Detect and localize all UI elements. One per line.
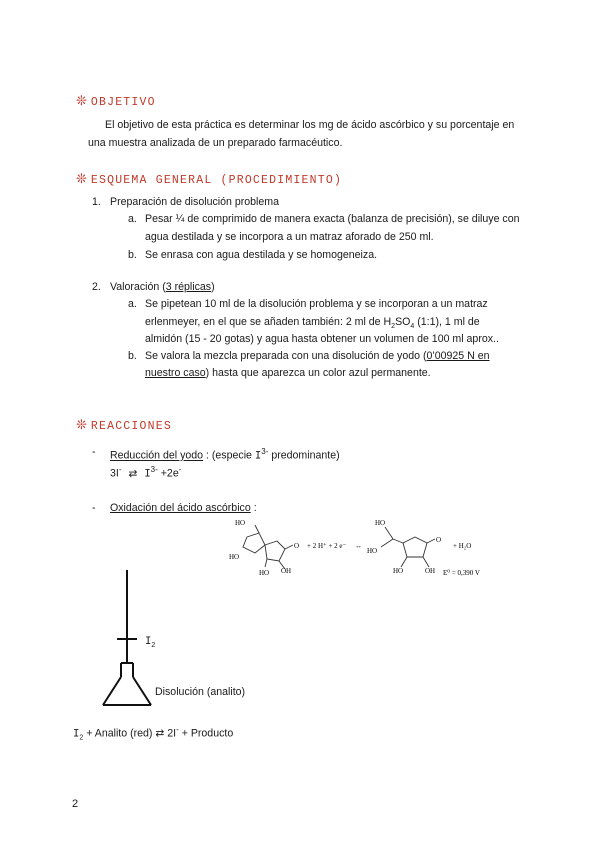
scheme-ho-top: HO	[235, 519, 246, 527]
item2-b-line1: Se valora la mezcla preparada con una disolución de yodo (0’00925 N en	[145, 350, 490, 362]
item1-a-label: a.	[128, 213, 137, 225]
dash-bullet: -	[92, 446, 96, 458]
scheme-ho-right-bottom: HO	[393, 567, 404, 575]
reduccion-equation: 3I- ⇄ $I^{3-} +2e^-$	[110, 465, 182, 481]
item2-b-label: b.	[128, 350, 137, 362]
item2-title: Valoración (3 réplicas)	[110, 281, 215, 293]
scheme-ho-bottom-left: HO	[229, 553, 240, 561]
flower-bullet-icon: ❊	[76, 94, 87, 109]
scheme-ketone-o: O	[294, 542, 300, 550]
scheme-arrow: ↔	[355, 542, 362, 550]
item1-a-line1: Pesar ¼ de comprimido de manera exacta (balanza de precisión), se diluye con	[145, 213, 520, 225]
oxidacion-title: Oxidación del ácido ascórbico	[110, 502, 251, 514]
equilibrium-arrow-icon: ⇄	[155, 727, 165, 740]
item2-number: 2.	[92, 281, 101, 293]
scheme-ho-bottom-mid: HO	[259, 569, 270, 577]
scheme-plus-water: + H₂O	[453, 542, 472, 550]
oxidacion-line: Oxidación del ácido ascórbico :	[110, 502, 257, 514]
final-equation: $I_2$ + Analito (red) ⇄ 2I- + Producto	[73, 725, 234, 742]
reduccion-line: Reducción del yodo : (especie $I^{3-}$ predominante)	[110, 447, 340, 463]
dash-bullet: -	[92, 502, 96, 514]
scheme-ho-right-top: HO	[375, 519, 386, 527]
scheme-ho-right-left: HO	[367, 547, 378, 555]
scheme-oh-right-bottom: OH	[425, 567, 436, 575]
objetivo-heading: ❊ OBJETIVO	[76, 94, 156, 109]
equilibrium-arrow-icon: ⇄	[128, 467, 138, 480]
scheme-oh-bottom: OH	[281, 567, 292, 575]
scheme-plus-terms: + 2 H⁺ + 2 e⁻	[307, 542, 347, 550]
item2-a-label: a.	[128, 298, 137, 310]
objetivo-text-line2: una muestra analizada de un preparado farmacéutico.	[88, 137, 343, 149]
item1-title: Preparación de disolución problema	[110, 196, 280, 208]
item2-a-line2: erlenmeyer, en el que se añaden también: 2 ml de $H_2SO_4$ (1:1), 1 ml de	[145, 316, 480, 331]
item1-number: 1.	[92, 196, 101, 208]
flask-label: Disolución (analito)	[155, 686, 246, 698]
esquema-heading: ❊ ESQUEMA GENERAL (PROCEDIMIENTO)	[76, 172, 343, 187]
flower-bullet-icon: ❊	[76, 418, 87, 433]
reacciones-heading: ❊ REACCIONES	[76, 418, 172, 433]
item1-b-label: b.	[128, 249, 137, 261]
flower-bullet-icon: ❊	[76, 172, 87, 187]
objetivo-text-line1: El objetivo de esta práctica es determinar los mg de ácido ascórbico y su porcentaje en	[105, 119, 515, 131]
scheme-o-right: O	[436, 536, 442, 544]
page-number: 2	[72, 798, 79, 810]
ascorbic-oxidation-scheme	[225, 515, 515, 585]
item2-b-line2: nuestro caso) hasta que aparezca un color azul permanente.	[145, 367, 431, 379]
item2-a-line1: Se pipetean 10 ml de la disolución problema y se incorporan a un matraz	[145, 298, 488, 310]
reduccion-title: Reducción del yodo	[110, 449, 204, 462]
item1-b-line1: Se enrasa con agua destilada y se homogeneiza.	[145, 249, 378, 261]
burette-label: $I_2$	[145, 636, 156, 650]
scheme-potential: E⁰ = 0,390 V	[443, 569, 480, 577]
replicas-underlined: 3 réplicas	[165, 281, 212, 293]
item1-a-line2: agua destilada y se incorpora a un matraz aforado de 250 ml.	[145, 231, 434, 243]
item2-a-line3: almidón (15 - 20 gotas) y agua hasta obtener un volumen de 100 ml aprox..	[145, 333, 499, 345]
